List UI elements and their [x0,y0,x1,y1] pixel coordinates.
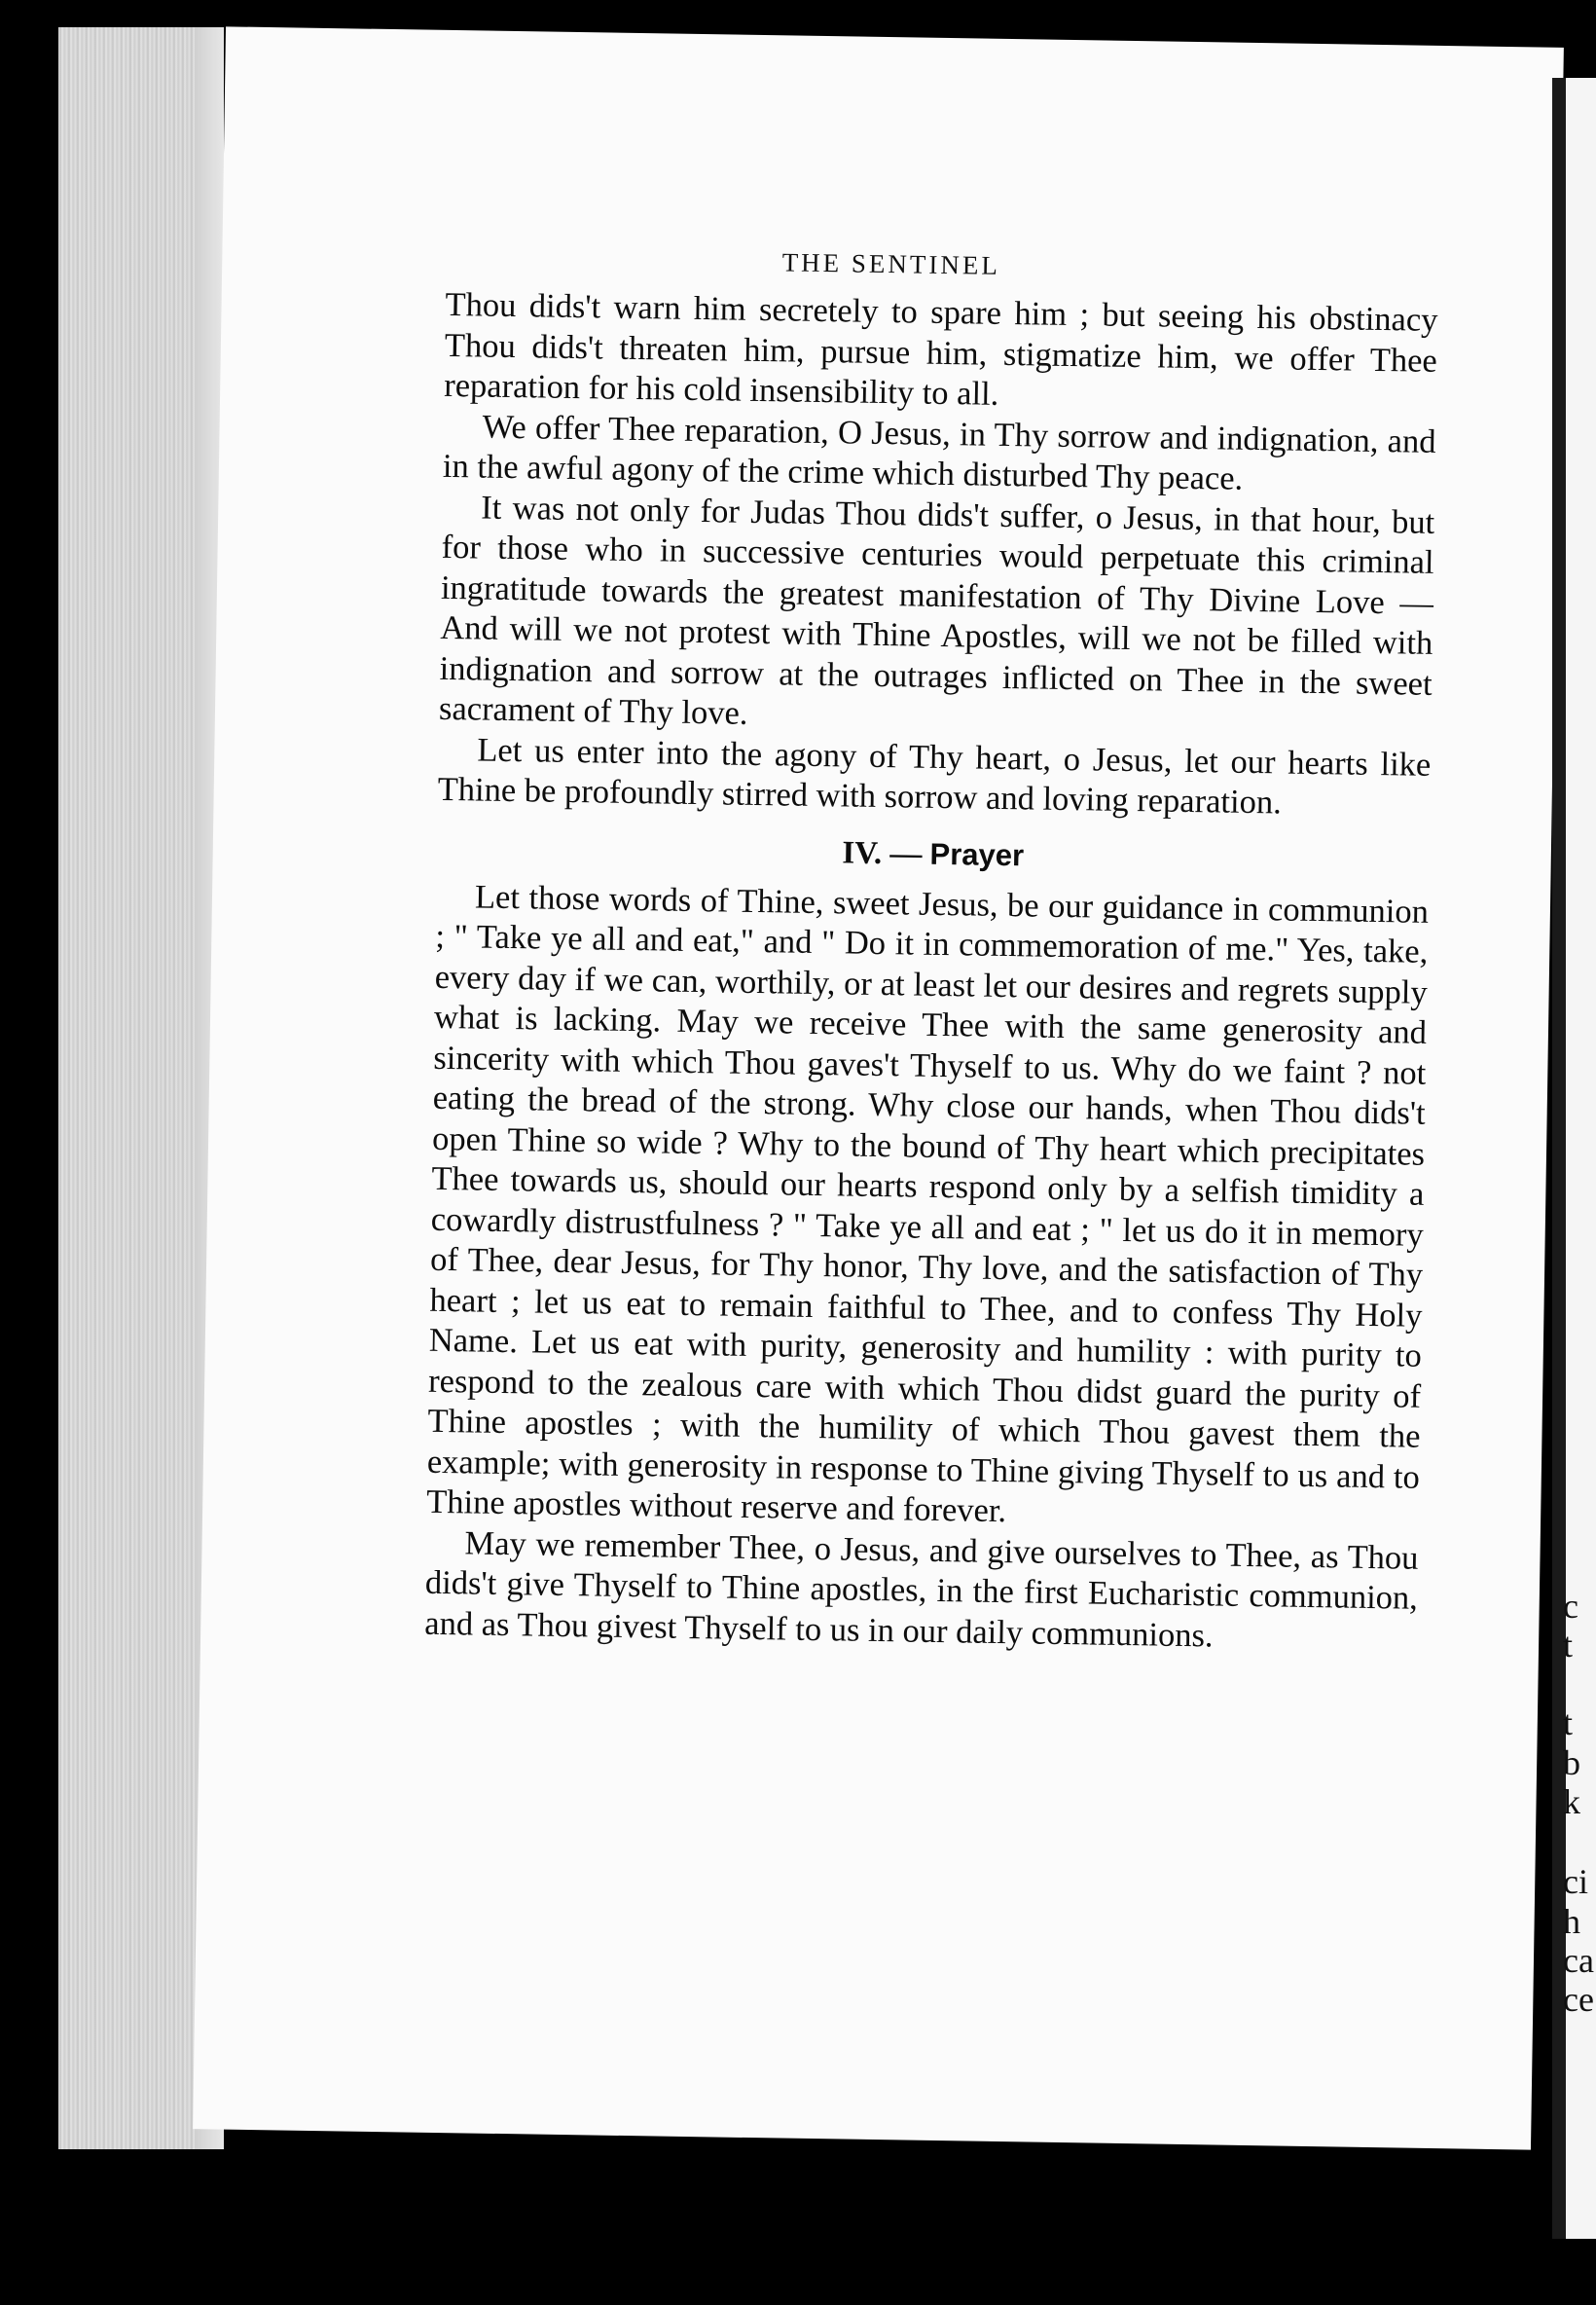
section-heading [437,825,1431,882]
paragraph-6: May we remember Thee, o Jesus, and give ourselves to Thee, as Thou dids't give Thyself to Thine apostles, in the first Eucharistic communion, and as Thou givest Thyself to us in our daily communions. [424,1523,1419,1654]
facing-fragment: ci [1563,1862,1588,1901]
section-number: IV. [842,834,883,871]
facing-fragment: t [1563,1703,1574,1742]
paragraph-3: It was not only for Judas Thou dids't suffer, o Jesus, in that hour, but for those who in successive centuries would perpetuate this criminal ingratitude towards the greatest manifestation of Thy Divine Love — And will we not protest with Thine Apostles, will we not be filled with indignation and sorrow at the outrages inflicted on Thee in the sweet sacrament of Thy love. [438,489,1435,732]
book-page [193,26,1564,2149]
section-dash: — [889,835,923,872]
facing-fragment: h [1563,1902,1580,1941]
section-title: Prayer [929,836,1025,872]
paragraph-2: We offer Thee reparation, O Jesus, in Thy sorrow and indignation, and in the awful agony of the crime which disturbed Thy peace. [442,408,1436,497]
facing-fragment: t [1563,1626,1574,1665]
paragraph-5: Let those words of Thine, sweet Jesus, be our guidance in communion ; " Take ye all and eat," and " Do it in commemoration of me." Yes, take, every day if we can, worthily, or at least let our desires and regrets supply what is lacking. May we receive Thee with the same generosity and sincerity with which Thou gaves't Thyself to us. Why do we faint ? not eating the bread of the strong. Why close our hands, when Thou dids't open Thine so wide ? Why to the bound of Thy heart which precipitates Thee towards us, should our hearts respond only by a selfish timidity a cowardly distrustfulness ? " Take ye all and eat ; " let us do it in memory of Thee, dear Jesus, for Thy honor, Thy love, and the satisfaction of Thy heart ; let us eat to remain faithful to Thee, and to confess Thy Holy Name. Let us eat with purity, generosity and humility : with purity to respond to the zealous care with which Thou didst guard the purity of Thine apostles ; with the humility of which Thou gavest them the example; with generosity in response to Thine giving Thyself to us and to Thine apostles without reserve and forever. [425,877,1430,1530]
page-body [424,285,1438,1660]
facing-fragment: ce [1563,1980,1594,2019]
facing-fragment: b [1563,1743,1580,1782]
running-header: THE SENTINEL [781,247,1001,280]
paragraph-1: Thou dids't warn him secretely to spare him ; but seeing his obstinacy Thou dids't threaten him, pursue him, stigmatize him, we offer Thee reparation for his cold insensibility to all. [443,285,1438,413]
facing-fragment: k [1563,1782,1580,1821]
facing-fragment: ca [1563,1941,1594,1980]
paragraph-4: Let us enter into the agony of Thy heart, o Jesus, let our hearts like Thine be profoundly stirred with sorrow and loving reparation. [437,730,1432,822]
facing-fragment: c [1563,1587,1578,1626]
